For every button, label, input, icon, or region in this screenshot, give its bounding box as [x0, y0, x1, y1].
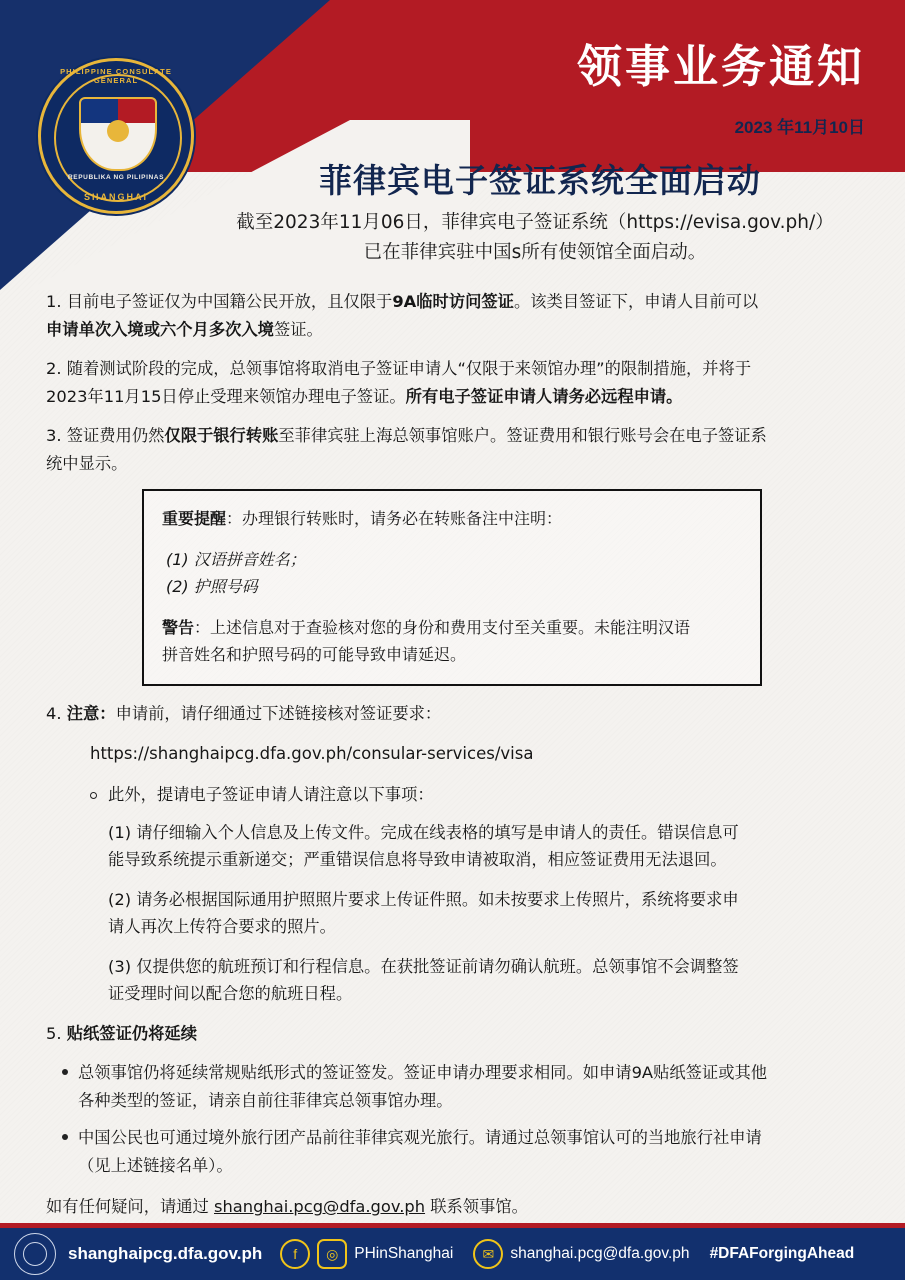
- p5-bullet-2-line-2: （见上述链接名单）。: [78, 1155, 233, 1175]
- p4-sub-item-1-line-1: (1) 请仔细输入个人信息及上传文件。完成在线表格的填写是申请人的责任。错误信息可: [108, 822, 739, 842]
- banner-title: 领事业务通知: [576, 40, 865, 93]
- note-gap-1: [162, 532, 742, 546]
- document-footer: [0, 1228, 905, 1280]
- footer-social-handle[interactable]: PHinShanghai: [354, 1245, 454, 1262]
- paragraph-4: [46, 700, 864, 728]
- seal-shield-blue: [81, 99, 118, 123]
- note-title-rest: ：办理银行转账时，请务必在转账备注中注明：: [226, 509, 563, 528]
- footer-hashtag: #DFAForgingAhead: [709, 1245, 855, 1262]
- subtitle-line-2: 已在菲律宾驻中国s所有使领馆全面启动。: [363, 242, 707, 263]
- p4-sub-item-3-line-2: 证受理时间以配合您的航班日程。: [108, 984, 353, 1003]
- consulate-seal-icon: [38, 58, 194, 214]
- p4-attention: 注意：: [66, 704, 116, 723]
- p5-bullet-2-line-1: 中国公民也可通过境外旅行团产品前往菲律宾观光旅行。请通过总领事馆认可的当地旅行社申请: [78, 1128, 762, 1147]
- p2-text-c: 所有电子签证申请人请务必远程申请。: [405, 386, 683, 406]
- note-warning-title: 警告: [162, 618, 195, 637]
- footer-seal-icon: [14, 1233, 56, 1275]
- p3-text-a: 3. 签证费用仍然: [46, 426, 165, 445]
- p4-sub-item-3-line-1: (3) 仅提供您的航班预订和行程信息。在获批签证前请勿确认航班。总领事馆不会调整签: [108, 956, 739, 976]
- p4-sub-item-2: [46, 886, 864, 941]
- note-gap-2: [162, 600, 742, 614]
- seal-text-bottom: SHANGHAI: [83, 192, 148, 202]
- p1-text-b: 9A临时访问签证: [392, 292, 514, 311]
- p4-text: 申请前，请仔细通过下述链接核对签证要求：: [115, 704, 442, 723]
- footer-website[interactable]: shanghaipcg.dfa.gov.ph: [68, 1244, 263, 1263]
- seal-text-top: PHILIPPINE CONSULATE GENERAL: [60, 67, 172, 85]
- page-subtitle: [185, 208, 885, 268]
- note-warning-rest: ：上述信息对于查验核对您的身份和费用支付至关重要。未能注明汉语: [194, 618, 691, 637]
- note-warning-line-2: 拼音姓名和护照号码的可能导致申请延迟。: [162, 645, 467, 664]
- subtitle-line-1: 截至2023年11月06日，菲律宾电子签证系统（https://evisa.gov.ph/）: [236, 212, 834, 233]
- note-title-line: [162, 505, 742, 532]
- notice-date: 2023 年11月10日: [734, 118, 865, 137]
- p3-text-d: 统中显示。: [46, 453, 128, 473]
- p5-bullet-1: [46, 1059, 864, 1114]
- seal-sun-icon: [107, 120, 129, 142]
- footer-email[interactable]: shanghai.pcg@dfa.gov.ph: [510, 1245, 690, 1262]
- important-notice-box: [142, 489, 762, 686]
- seal-shield-red: [118, 99, 155, 123]
- paragraph-2: [46, 355, 864, 410]
- paragraph-5: [46, 1020, 864, 1048]
- p4-sub-item-1: [46, 819, 864, 874]
- closing-text-b: 联系领事馆。: [425, 1197, 528, 1216]
- closing-email-link[interactable]: shanghai.pcg@dfa.gov.ph: [214, 1197, 426, 1216]
- p4-sub-item-3: [46, 953, 864, 1008]
- paragraph-1: [46, 288, 864, 343]
- closing-paragraph: [46, 1193, 864, 1221]
- seal-shield-icon: [79, 97, 157, 171]
- p4-sub-item-2-line-1: (2) 请务必根据国际通用护照照片要求上传证件照。如未按要求上传照片，系统将要求申: [108, 889, 739, 909]
- p5-bullet-1-line-2: 各种类型的签证，请亲自前往菲律宾总领事馆办理。: [78, 1090, 453, 1110]
- p3-text-b: 仅限于银行转账: [164, 426, 279, 445]
- document-body: [46, 288, 864, 1233]
- p5-title: 贴纸签证仍将延续: [66, 1023, 197, 1043]
- closing-text-a: 如有任何疑问，请通过: [46, 1197, 214, 1216]
- p1-text-a: 1. 目前电子签证仅为中国籍公民开放，且仅限于: [46, 292, 393, 311]
- p2-text-b: 2023年11月15日停止受理来领馆办理电子签证。: [46, 386, 406, 406]
- instagram-icon[interactable]: ◎: [317, 1239, 347, 1269]
- p5-bullet-1-line-1: 总领事馆仍将延续常规贴纸形式的签证签发。签证申请办理要求相同。如申请9A贴纸签证或其他: [78, 1063, 768, 1082]
- note-item-1: (1) 汉语拼音姓名；: [166, 550, 306, 569]
- p1-text-c: 。该类目签证下，申请人目前可以: [513, 292, 759, 311]
- note-item-2: (2) 护照号码: [166, 577, 258, 596]
- p1-text-d: 申请: [46, 319, 79, 339]
- page-title: 菲律宾电子签证系统全面启动: [319, 161, 761, 200]
- visa-requirements-link[interactable]: https://shanghaipcg.dfa.gov.ph/consular-services/visa: [90, 743, 534, 763]
- p1-text-e: 单次入境或六个月多次入境: [78, 319, 274, 339]
- p4-sub-intro: 此外，提请电子签证申请人请注意以下事项：: [46, 781, 864, 809]
- facebook-icon[interactable]: f: [280, 1239, 310, 1269]
- note-warning-line: [162, 614, 742, 641]
- p5-bullet-2: [46, 1124, 864, 1179]
- p5-number: 5.: [46, 1023, 67, 1043]
- p3-text-c: 至菲律宾驻上海总领事馆账户。签证费用和银行账号会在电子签证系: [278, 426, 767, 445]
- p4-sub-item-1-line-2: 能导致系统提示重新递交；严重错误信息将导致申请被取消，相应签证费用无法退回。: [108, 850, 727, 869]
- p4-sub-item-2-line-2: 请人再次上传符合要求的照片。: [108, 917, 336, 936]
- paragraph-3: [46, 422, 864, 477]
- seal-text-mid: REPUBLIKA NG PILIPINAS: [67, 174, 165, 181]
- p2-text-a: 2. 随着测试阶段的完成，总领事馆将取消电子签证申请人“仅限于来领馆办理”的限制措施，并将于: [46, 359, 752, 378]
- envelope-icon[interactable]: ✉: [473, 1239, 503, 1269]
- p1-text-f: 签证。: [273, 319, 323, 339]
- note-title: 重要提醒: [162, 509, 227, 528]
- p4-number: 4.: [46, 704, 67, 723]
